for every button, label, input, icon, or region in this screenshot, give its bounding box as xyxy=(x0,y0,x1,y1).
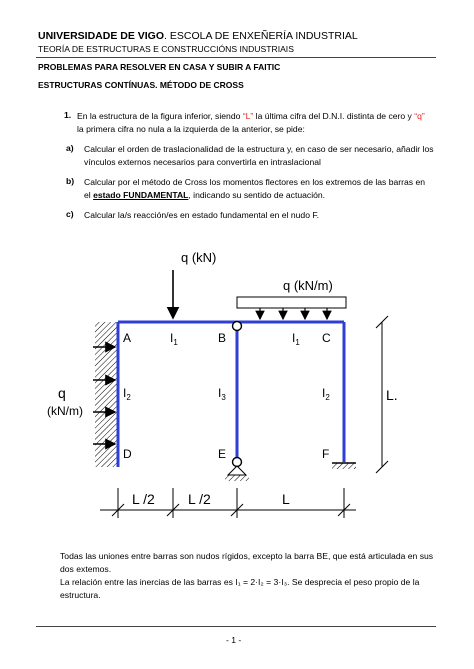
inertia-AD: $I_2$ xyxy=(123,386,131,402)
node-F: F xyxy=(322,447,330,461)
inertia-BE: $I_3$ xyxy=(218,386,226,402)
node-E: E xyxy=(218,447,227,461)
header-university: UNIVERSIDADE DE VIGO. ESCOLA DE ENXEÑERÍA INDUSTRIAL xyxy=(38,30,358,42)
note-inertias: La relación entre las inercias de las barras es I₁ = 2·I₂ = 3·I₃. Se desprecia el peso propio de la estructura. xyxy=(60,577,420,600)
hinge-B xyxy=(233,322,242,331)
page-number: - 1 - xyxy=(226,635,242,645)
header-subtitle: TEORÍA DE ESTRUCTURAS E CONSTRUCCIÓNS INDUSTRIAIS xyxy=(38,44,294,54)
side-load-q: q xyxy=(58,385,66,401)
node-B: B xyxy=(218,331,227,345)
item-b-label: b) xyxy=(66,176,75,186)
inertia-AB: $I_1$ xyxy=(170,331,178,347)
node-A: A xyxy=(123,331,132,345)
item-c-text: Calcular la/s reacción/es en estado fundamental en el nudo F. xyxy=(84,210,320,220)
node-D: D xyxy=(123,447,132,461)
fixed-support-F xyxy=(332,463,356,469)
item-b-text: Calcular por el método de Cross los momentos flectores en los extremos de las barras en el estado FUNDAMENTAL, indicando su sentido de actuación. xyxy=(84,177,426,200)
note-joints: Todas las uniones entre barras son nudos rígidos, excepto la barra BE, que está articulada en sus dos extemos. xyxy=(60,551,434,574)
problem-number: 1. xyxy=(64,110,72,120)
header-rule xyxy=(36,57,436,58)
dim-label-3: L xyxy=(282,491,290,507)
structure-figure xyxy=(0,240,474,540)
height-label: L. xyxy=(386,387,398,403)
dim-label-2: L /2 xyxy=(188,491,211,507)
node-C: C xyxy=(322,331,331,345)
section-title: PROBLEMAS PARA RESOLVER EN CASA Y SUBIR A FAITIC xyxy=(38,62,281,72)
top-load-label: q (kN/m) xyxy=(283,278,333,293)
footer-rule xyxy=(36,626,436,627)
point-load-label: q (kN) xyxy=(181,250,217,265)
problem-intro: En la estructura de la figura inferior, siendo “L” la última cifra del D.N.I. distinta de cero y “q” la primera cifra no nula a la izquierda de la anterior, se pide: xyxy=(77,111,425,134)
top-distributed-load xyxy=(237,297,346,319)
side-load-unit: (kN/m) xyxy=(47,404,83,418)
inertia-BC: $I_1$ xyxy=(292,331,300,347)
item-a-text: Calcular el orden de traslacionalidad de la estructura y, en caso de ser necesario, añadir los vínculos externos necesarios para convertirla en intraslacional xyxy=(84,144,434,167)
item-a-label: a) xyxy=(66,143,74,153)
frame-members xyxy=(118,322,344,467)
topic-title: ESTRUCTURAS CONTÍNUAS. MÉTODO DE CROSS xyxy=(38,80,244,90)
inertia-CF: $I_2$ xyxy=(322,386,330,402)
pin-support-E xyxy=(225,458,249,482)
dim-label-1: L /2 xyxy=(132,491,155,507)
item-c-label: c) xyxy=(66,209,74,219)
left-wall-support xyxy=(95,322,118,467)
